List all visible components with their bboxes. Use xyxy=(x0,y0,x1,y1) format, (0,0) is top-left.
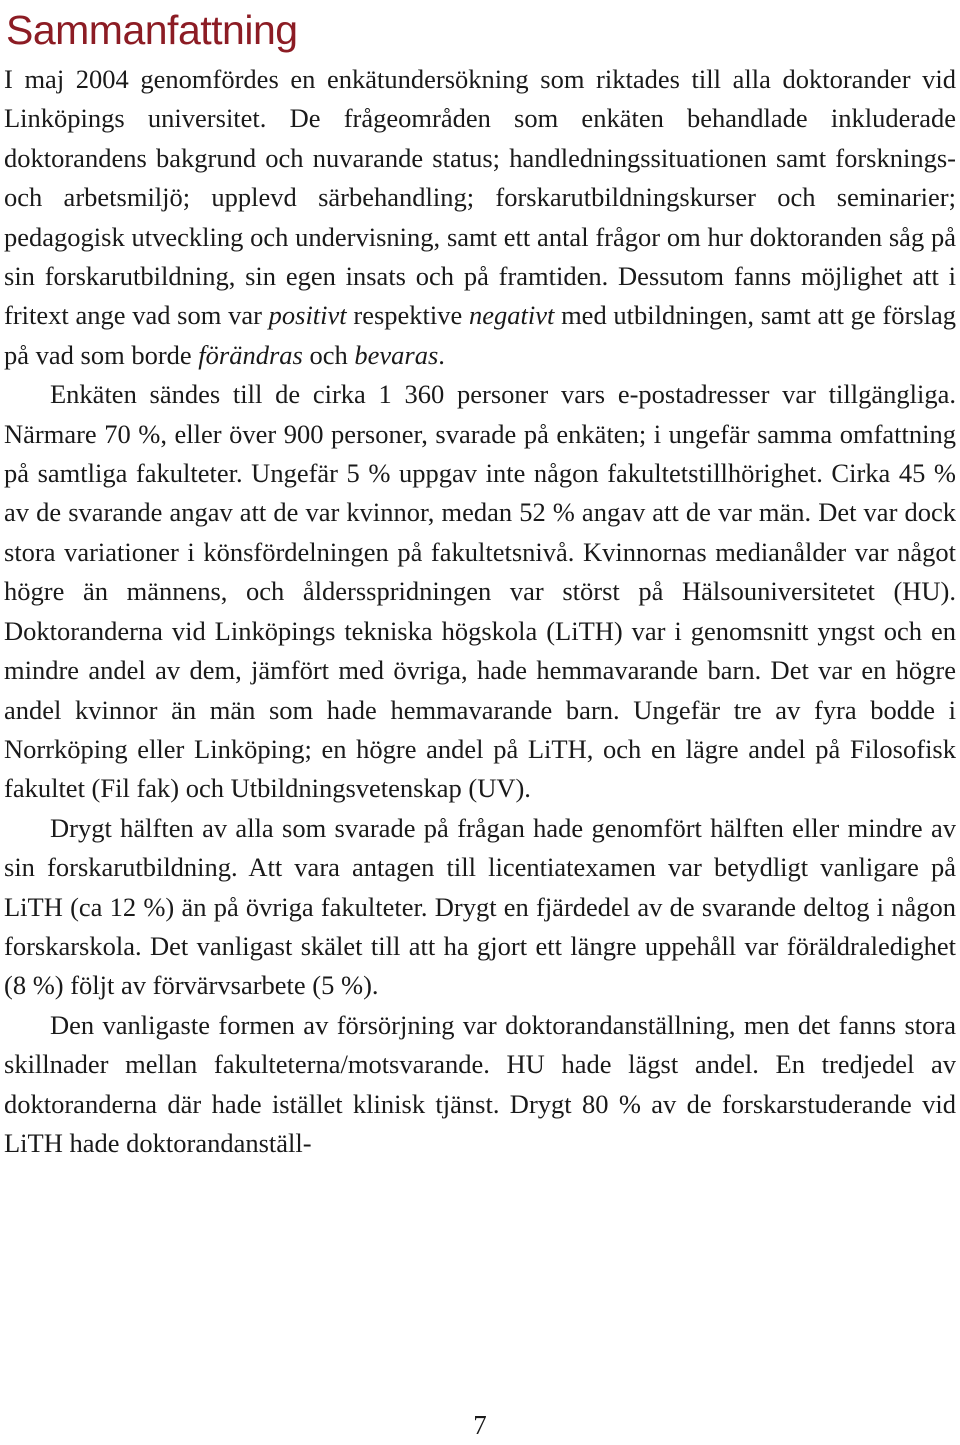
paragraph-1 xyxy=(4,60,956,375)
emphasis-negativt: negativt xyxy=(468,300,555,331)
paragraph-1-text-a: I maj 2004 genomfördes en enkätundersökning som riktades till alla doktorander vid Linköpings universitet. De frågeområden som enkäten behandlade inkluderade doktorandens bakgrund och nuvarande status; handledningssituationen samt forsknings- och arbetsmiljö; upplevd särbehandling; forskarutbildningskurser och seminarier; pedagogisk utveckling och undervisning, samt ett antal frågor om hur doktoranden såg på sin forskarutbildning, sin egen insats och på framtiden. Dessutom fanns möjlighet att i fritext ange vad som var xyxy=(4,64,956,331)
paragraph-4: Den vanligaste formen av försörjning var doktorandanställning, men det fanns stora skillnader mellan fakulteterna/motsvarande. HU hade lägst andel. En tredjedel av doktoranderna där hade istället klinisk tjänst. Drygt 80 % av de forskarstuderande vid LiTH hade doktorandanställ- xyxy=(4,1009,956,1158)
emphasis-forandras: förändras xyxy=(198,339,303,370)
paragraph-2: Enkäten sändes till de cirka 1 360 personer vars e-postadresser var tillgängliga. Närmare 70 %, eller över 900 personer, svarade på enkäten; i ungefär samma omfattning på samtliga fakulteter. Ungefär 5 % uppgav inte någon fakultetstillhörighet. Cirka 45 % av de svarande angav att de var kvinnor, medan 52 % angav att de var män. Det var dock stora variationer i könsfördelningen på fakultetsnivå. Kvinnornas medianålder var något högre än männens, och åldersspridningen var störst på Hälsouniversitetet (HU). Doktoranderna vid Linköpings tekniska högskola (LiTH) var i genomsnitt yngst och en mindre andel av dem, jämfört med övriga, hade hemmavarande barn. Det var en högre andel kvinnor än män som hade hemmavarande barn. Ungefär tre av fyra bodde i Norrköping eller Linköping; en högre andel på LiTH, och en lägre andel på Filosofisk fakultet (Fil fak) och Utbildningsvetenskap (UV). xyxy=(4,379,956,804)
emphasis-bevaras: bevaras xyxy=(354,339,439,370)
paragraph-1-text-e: . xyxy=(438,339,445,370)
paragraph-1-text-b: respektive xyxy=(346,300,469,331)
page-number: 7 xyxy=(473,1410,487,1440)
paragraph-1-text-d: och xyxy=(302,339,355,370)
paragraph-1-text-c: med utbildningen, samt att ge förslag på vad som borde xyxy=(4,300,956,370)
emphasis-positivt: positivt xyxy=(268,300,347,331)
page-title: Sammanfattning xyxy=(6,7,298,53)
paragraph-3: Drygt hälften av alla som svarade på frågan hade genomfört hälften eller mindre av sin forskarutbildning. Att vara antagen till licentiatexamen var betydligt vanligare på LiTH (ca 12 %) än på övriga fakulteter. Drygt en fjärdedel av de svarande deltog i någon forskarskola. Det vanligast skälet till att ha gjort ett längre uppehåll var föräldraledighet (8 %) följt av förvärvsarbete (5 %). xyxy=(4,812,956,1001)
body-text xyxy=(4,60,956,1163)
